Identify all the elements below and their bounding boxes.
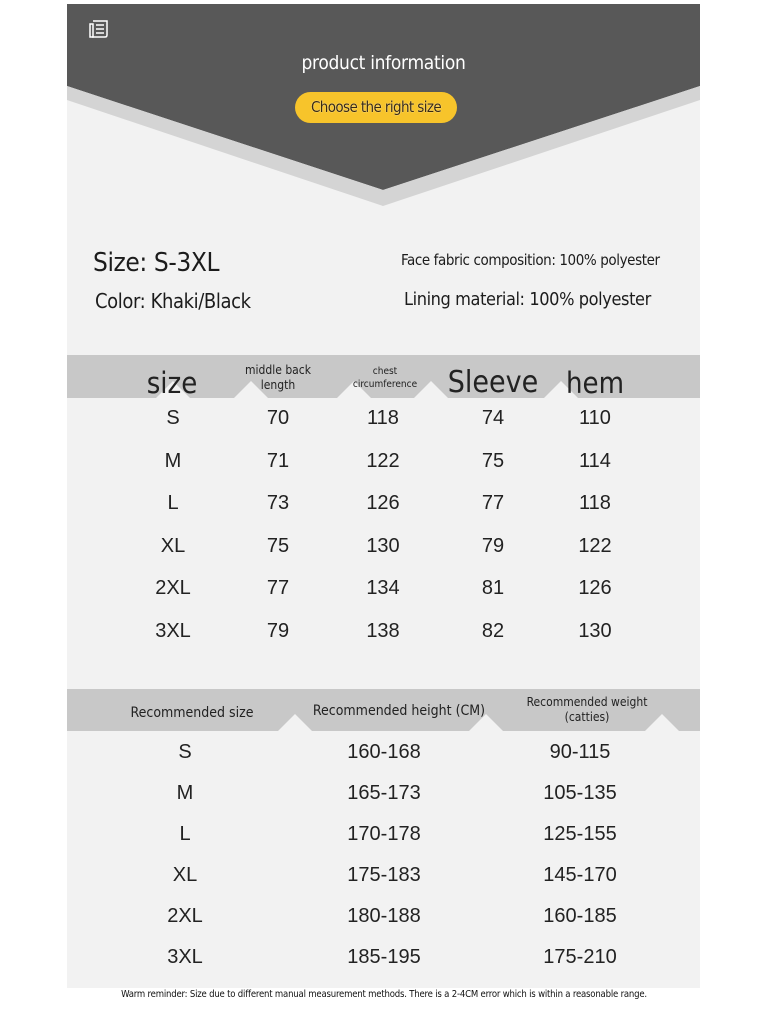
table-cell: 165-173	[347, 782, 421, 804]
header-chest: chest circumference	[352, 366, 418, 390]
header-recommended-height: Recommended height (CM)	[312, 703, 486, 719]
header-recommended-weight: Recommended weight (catties)	[526, 695, 648, 724]
table-cell: 125-155	[543, 823, 617, 845]
table-cell: 3XL	[167, 946, 203, 968]
header-size: size	[146, 366, 198, 398]
header-banner	[67, 4, 700, 224]
table-cell: 170-178	[347, 823, 421, 845]
table-cell: 160-168	[347, 741, 421, 763]
table-cell: 74	[481, 407, 505, 429]
table-cell: 145-170	[543, 864, 617, 886]
table-cell: 81	[481, 577, 505, 599]
table-cell: 79	[266, 620, 290, 642]
table-cell: 77	[266, 577, 290, 599]
table-cell: 110	[579, 407, 611, 429]
recommend-table-header	[67, 689, 700, 731]
table-cell: 70	[266, 407, 290, 429]
lining-text: Lining material: 100% polyester	[404, 289, 651, 310]
table-cell: 71	[266, 450, 290, 472]
table-cell: S	[166, 407, 180, 429]
table-cell: 73	[266, 492, 290, 514]
table-cell: 130	[366, 535, 400, 557]
table-cell: 126	[366, 492, 400, 514]
header-sleeve: Sleeve	[447, 365, 539, 398]
table-cell: 79	[481, 535, 505, 557]
table-cell: 160-185	[543, 905, 617, 927]
table-cell: 118	[367, 407, 399, 429]
warm-reminder: Warm reminder: Size due to different manual measurement methods. There is a 2-4CM error which is within a reasonable range.	[121, 989, 647, 1000]
table-cell: 90-115	[549, 741, 611, 763]
table-cell: 75	[481, 450, 505, 472]
table-cell: M	[176, 782, 194, 804]
size-chart-sheet	[67, 4, 700, 988]
table-cell: 175-210	[543, 946, 617, 968]
table-cell: 2XL	[155, 577, 191, 599]
color-text: Color: Khaki/Black	[95, 289, 251, 313]
table-cell: L	[179, 823, 191, 845]
table-cell: 114	[579, 450, 611, 472]
table-cell: 75	[266, 535, 290, 557]
table-cell: 2XL	[167, 905, 203, 927]
table-cell: XL	[160, 535, 186, 557]
table-cell: 3XL	[155, 620, 191, 642]
size-table-header	[67, 355, 700, 398]
page-title: product information	[301, 52, 466, 74]
header-hem: hem	[565, 366, 624, 398]
table-cell: 82	[481, 620, 505, 642]
table-cell: 122	[578, 535, 612, 557]
table-cell: S	[178, 741, 192, 763]
table-cell: 138	[366, 620, 400, 642]
table-cell: 175-183	[347, 864, 421, 886]
table-cell: 126	[578, 577, 612, 599]
choose-size-pill[interactable]: Choose the right size	[295, 92, 457, 123]
table-cell: 130	[578, 620, 612, 642]
table-cell: 180-188	[347, 905, 421, 927]
fabric-text: Face fabric composition: 100% polyester	[401, 251, 660, 269]
table-cell: XL	[172, 864, 198, 886]
table-cell: 105-135	[543, 782, 617, 804]
document-icon[interactable]	[87, 17, 111, 41]
header-back-length: middle back length	[245, 363, 311, 392]
header-recommended-size: Recommended size	[130, 705, 254, 721]
table-cell: 185-195	[347, 946, 421, 968]
table-cell: 134	[366, 577, 400, 599]
table-cell: 118	[579, 492, 611, 514]
table-cell: 77	[481, 492, 505, 514]
table-cell: M	[164, 450, 182, 472]
table-cell: 122	[366, 450, 400, 472]
table-cell: L	[167, 492, 179, 514]
size-range-text: Size: S-3XL	[93, 248, 220, 278]
